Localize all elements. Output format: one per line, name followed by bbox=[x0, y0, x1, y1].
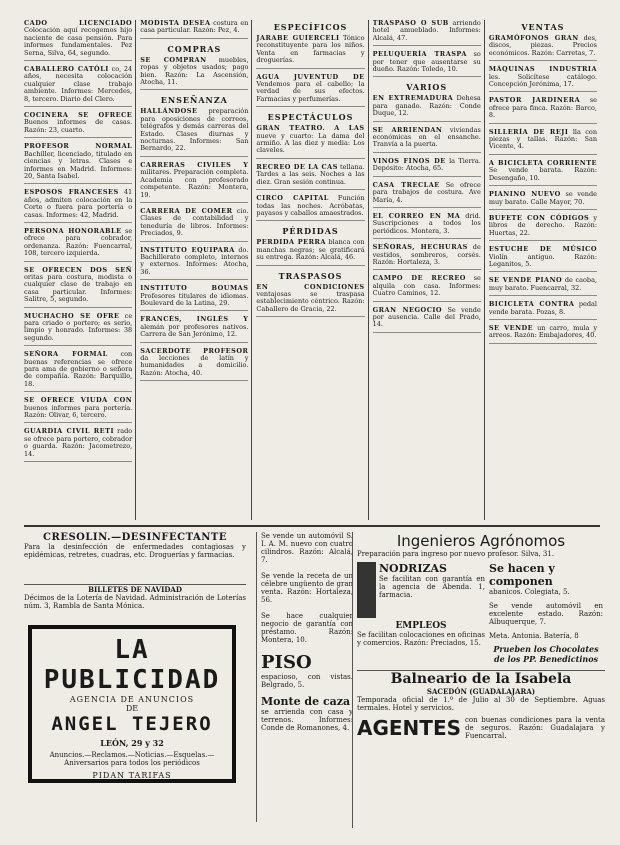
meta-ad: Meta. Antonia. Batería, 8 bbox=[489, 632, 579, 640]
classified-ad bbox=[489, 66, 597, 92]
classified-ad bbox=[140, 208, 248, 242]
ad-text: do. Bachillerato completo, internos y externos. Informes: Atocha, 36. bbox=[140, 245, 249, 276]
ad-text: se alquila con casa. Informes: Cuatro Caminos, 12. bbox=[372, 274, 481, 298]
ad-lead: SEÑORA FORMAL bbox=[24, 350, 108, 359]
publicidad-ask: PIDAN TARIFAS bbox=[92, 771, 172, 780]
ad-text: Vendemos para el cabello; la verdad de sus efectos. Farmacias y perfumerías. bbox=[256, 80, 365, 103]
ad-text: se ofrece para finca. Razón: Barco, 8. bbox=[488, 96, 598, 120]
ad-lead: GRAN TEATRO. A LAS bbox=[256, 124, 365, 133]
ad-text: Bachiller, licenciado, titulado en ciencias y letras. Clases e informes en Madrid. Informes: 20, Santa Isabel. bbox=[24, 149, 133, 180]
classified-ad bbox=[24, 228, 132, 262]
ad-text: un carro, mula y arreos. Razón: Embajadores, 40. bbox=[488, 323, 597, 340]
ad-text: arriendo hotel amueblado. Informes: Alcalá, 47. bbox=[372, 20, 481, 42]
agentes-title: AGENTES bbox=[357, 716, 462, 740]
ad-lead: SE VENDE PIANO bbox=[488, 276, 563, 285]
ad-lead: PERSONA HONORABLE bbox=[24, 226, 122, 235]
publicidad-lines: Anuncios.—Reclamos.—Noticias.—Esquelas.—Aniversarios para todos los periódicos bbox=[49, 751, 215, 767]
ad-text: co, 24 años, necesita colocación cualquier clase trabajo ambiente. Informes: Mercedes, 8, tercero. Diario del Clero. bbox=[24, 65, 133, 103]
ad-text: buenos informes para portería. Razón: Olivar, 6, tercero. bbox=[24, 403, 133, 420]
classified-ad bbox=[489, 277, 597, 296]
classified-ad bbox=[24, 66, 132, 107]
section-heading: TRASPASOS bbox=[278, 270, 343, 281]
hacen-title: Se hacen y componen bbox=[489, 562, 555, 588]
ad-text: ce para criado o portero; es serio, limpio y honrado. Informes: 38 segundo. bbox=[24, 311, 133, 342]
ad-lead: BUFETE CON CÓDIGOS bbox=[488, 213, 590, 222]
ad-lead: SE OFRECE VIUDA CON bbox=[24, 396, 133, 405]
classified-ad bbox=[256, 125, 364, 159]
ad-lead: GUARDIA CIVIL RETI bbox=[24, 427, 114, 436]
cresolin-text: Para la desinfección de enfermedades contagiosas y epidémicas, retretes, cuadras, etc. Droguerías y farmacias. bbox=[24, 543, 246, 559]
ad-lead: FRANCÉS, INGLÉS Y bbox=[140, 315, 249, 324]
publicidad-ad bbox=[28, 625, 236, 783]
column-4 bbox=[373, 20, 485, 520]
ad-text: de vestidos, sombreros, corsés. Razón: Hortaleza, 3. bbox=[372, 243, 481, 266]
ad-lead: CARRERA DE COMER bbox=[140, 206, 233, 215]
ad-text: cio. Clases de contabilidad y teneduría de libros. Informes: Preciados, 9. bbox=[140, 206, 249, 238]
ad-text: alemán por profesores nativos. Carrera de San Jerónimo, 12. bbox=[140, 322, 249, 339]
ad-lead: CASA TRECLAE bbox=[372, 180, 440, 189]
balneario-title: Balneario de la Isabela bbox=[357, 670, 605, 687]
classified-ad bbox=[373, 244, 481, 270]
classified-ad bbox=[24, 112, 132, 138]
column-5 bbox=[489, 20, 600, 520]
section-heading: VARIOS bbox=[406, 82, 448, 93]
ad-lead: EN EXTREMADURA bbox=[372, 94, 454, 103]
ad-lead: HALLÁNDOSE bbox=[140, 107, 198, 116]
classified-ad bbox=[24, 313, 132, 347]
ad-text: con buenas referencias se ofrece para ama de gobierno o señora de compañía. Razón: Barquillo, 18. bbox=[24, 350, 133, 388]
classified-columns bbox=[24, 20, 600, 520]
classified-ad bbox=[373, 51, 481, 77]
ingenieros-title: Ingenieros Agrónomos bbox=[396, 532, 566, 550]
empleos-title: EMPLEOS bbox=[395, 621, 447, 631]
ad-lead: PROFESOR NORMAL bbox=[24, 142, 133, 151]
agentes-text: con buenas condiciones para la venta de seguros. Razón: Guadalajara y Fuencarral. bbox=[465, 716, 605, 740]
ad-lead: PELUQUERÍA TRASPA bbox=[372, 50, 467, 59]
ad-text: les. Solicítese catálogo. Concepción Jerónima, 17. bbox=[488, 72, 598, 89]
ad-text: so por tener que ausentarse su dueño. Razón: Toledo, 10. bbox=[372, 50, 481, 74]
ad-lead: MODISTA DESEA bbox=[140, 20, 211, 27]
benedictinos-ad: Prueben los Chocolates de los PP. Benedictinos bbox=[493, 644, 599, 664]
ad-text: rado se ofrece para portero, cobrador o guarda. Razón: Jacometrezo, 14. bbox=[24, 427, 133, 458]
ad-lead: AGUA JUVENTUD DE bbox=[256, 72, 365, 81]
ad-text: se ofrece para cobrador, ordenanza. Razón: Fuencarral, 108, tercero izquierda. bbox=[24, 226, 133, 258]
ad-text: da lecciones de latín y humanidades a domicilio. Razón: Atocha, 40. bbox=[140, 354, 249, 377]
ad-text: costura en casa particular. Razón: Pez, 4. bbox=[140, 20, 249, 35]
automovil-ad: Se vende un automóvil S. I. A. M. nuevo con cuatro cilindros. Razón: Alcalá, 7. bbox=[261, 532, 353, 564]
classified-ad bbox=[489, 160, 597, 186]
ad-lead: SE ARRIENDAN bbox=[372, 125, 443, 134]
classified-ad bbox=[489, 191, 597, 210]
classified-ad bbox=[140, 57, 248, 91]
ad-lead: A BICICLETA CORRIENTE bbox=[488, 158, 598, 167]
classified-ad bbox=[256, 284, 364, 318]
loteria-ad bbox=[24, 584, 246, 619]
ad-text: Se vende barata. Razón: Desengaño, 10. bbox=[488, 166, 598, 182]
publicidad-sub: AGENCIA DE ANUNCIOS bbox=[69, 695, 195, 704]
section-heading: VENTAS bbox=[521, 22, 565, 32]
ad-text: 41 años, admiten colocación en la Corte o fuera para portería o casas. Informes: 42, Madrid. bbox=[24, 188, 133, 219]
ad-text: Dehesa para ganado. Razón: Conde Duque, 12. bbox=[372, 94, 481, 118]
ad-text: Se vende por ausencia. Calle del Prado, 14. bbox=[372, 305, 481, 329]
classified-ad bbox=[24, 189, 132, 223]
ad-text: Profesores titulares de idiomas. Boulevard de la Latina, 29. bbox=[140, 291, 249, 307]
automovil2-ad: Se vende automóvil en excelente estado. Razón: Albuquerque, 7. bbox=[489, 602, 603, 626]
classified-ad bbox=[256, 239, 364, 265]
ad-lead: CADO LICENCIADO bbox=[24, 20, 133, 27]
section-heading: ENSEÑANZA bbox=[160, 95, 228, 106]
balneario-sub: SACEDÓN (GUADALAJARA) bbox=[426, 687, 536, 696]
loteria-text: Décimos de la Lotería de Navidad. Administración de Loterías núm. 3, Rambla de Santa Mónica. bbox=[24, 594, 246, 610]
ad-lead: SACERDOTE PROFESOR bbox=[140, 346, 249, 355]
classified-ad bbox=[373, 127, 481, 153]
classified-ad bbox=[256, 164, 364, 190]
classified-ad bbox=[489, 325, 597, 344]
ad-text: pedal vende barata. Pozas, 8. bbox=[488, 300, 598, 316]
ad-lead: TRASPASO O SUB bbox=[372, 20, 449, 27]
ad-lead: CIRCO CAPITAL bbox=[256, 194, 329, 203]
middle-bottom bbox=[256, 532, 353, 822]
publicidad-name: ANGEL TEJERO bbox=[51, 713, 213, 735]
ad-lead: CARRERAS CIVILES Y bbox=[140, 160, 249, 169]
empleos-text: Se facilitan colocaciones en oficinas y comercios. Razón: Preciados, 15. bbox=[357, 631, 485, 647]
ad-lead: EL CORREO EN MA bbox=[372, 211, 461, 220]
classified-ad bbox=[140, 316, 248, 342]
ad-lead: ESTUCHE DE MÚSICO bbox=[488, 245, 598, 254]
nodrizas-title: NODRIZAS bbox=[379, 562, 447, 575]
ad-text: ventajosas se traspasa establecimiento céntrico. Razón: Caballero de Gracia, 22. bbox=[256, 289, 365, 313]
ad-lead: PERDIDA PERRA bbox=[256, 238, 326, 247]
ad-lead: VINOS FINOS DE bbox=[372, 156, 446, 165]
ad-text: viviendas económicas en el ensanche. Tranvía a la puerta. bbox=[372, 125, 481, 149]
ad-lead: COCINERA SE OFRECE bbox=[24, 111, 133, 120]
cresolin-title: CRESOLÍN.—DESINFECTANTE bbox=[43, 532, 227, 543]
classified-ad bbox=[140, 108, 248, 156]
ad-text: militares. Preparación completa. Academia con profesorado competente. Razón: Montera, 19. bbox=[140, 168, 249, 199]
piso-text: espacioso, con vistas. Belgrado, 5. bbox=[261, 673, 353, 689]
ad-text: y libros de derecho. Razón: Huertas, 22. bbox=[488, 213, 598, 237]
classified-ad bbox=[24, 397, 132, 423]
classified-ad bbox=[489, 35, 597, 61]
divider bbox=[24, 525, 600, 527]
ad-lead: SE OFRECEN DOS SEÑ bbox=[24, 265, 133, 274]
piso-title: PISO bbox=[261, 652, 312, 673]
section-heading: ESPECTÁCULOS bbox=[267, 112, 354, 123]
ad-lead: MÁQUINAS INDUSTRIA bbox=[488, 65, 598, 74]
classified-ad bbox=[24, 351, 132, 392]
cresolin-ad bbox=[24, 532, 246, 582]
ad-lead: SE COMPRAN bbox=[140, 55, 207, 64]
ad-text: preparación para oposiciones de correos, telégrafos y demás carreras del Estado. Clases diurnas y nocturnas. Informes: San Bernardo, 22. bbox=[140, 107, 249, 153]
ad-lead: BICICLETA CONTRA bbox=[488, 300, 575, 309]
ad-lead: GRAMÓFONOS GRAN bbox=[488, 34, 579, 42]
classified-ad bbox=[256, 35, 364, 69]
classified-ad bbox=[140, 247, 248, 281]
ad-text: Colocación aquí recogemos hijo naciente de casa pensión. Para informes fundamentales. Pez Serna, Silva, 64, segundo. bbox=[24, 26, 133, 57]
ad-text: tellana. Tardes a las seis. Noches a las diez. Gran sesión continua. bbox=[256, 162, 365, 186]
classified-ad bbox=[373, 158, 481, 177]
ad-lead: PASTOR JARDINERA bbox=[488, 96, 581, 105]
ad-text: Se ofrece para trabajos de costura. Ave María, 4. bbox=[372, 180, 481, 204]
negocio-ad: Se hace cualquier negocio de garantía con préstamo. Razón: Montera, 10. bbox=[261, 612, 353, 644]
ad-text: Tónico reconstituyente para los niños. Venta en farmacias y droguerías. bbox=[256, 34, 365, 65]
section-heading: ESPECÍFICOS bbox=[273, 22, 348, 32]
publicidad-de: DE bbox=[125, 704, 139, 713]
classified-ad bbox=[140, 20, 248, 39]
monte-title: Monte de caza bbox=[261, 695, 351, 708]
classified-ad bbox=[24, 428, 132, 462]
receta-ad: Se vende la receta de un célebre ungüento de gran venta. Razón: Hortaleza, 56. bbox=[261, 572, 353, 604]
section-heading: PÉRDIDAS bbox=[282, 226, 339, 237]
column-1 bbox=[24, 20, 136, 520]
nodrizas-text: Se facilitan con garantía en la agencia de Abenda. 1, farmacia. bbox=[379, 575, 485, 599]
classified-ad bbox=[256, 195, 364, 221]
ad-lead: SE VENDE bbox=[488, 323, 534, 332]
ad-text: oritas para costura, modista o cualquier clase de trabajo en casa particular. Informes: Salitre, 5, segundo. bbox=[24, 272, 133, 304]
ad-lead: JARABE GUIERCELI bbox=[256, 34, 340, 42]
monte-text: se arrienda con casa y terrenos. Informes: Conde de Romanones, 4. bbox=[261, 708, 353, 732]
nodriza-image-icon bbox=[357, 562, 376, 618]
classified-ad bbox=[140, 348, 248, 382]
ad-text: Función todas las noches. Acróbatas, payasos y caballos amaestrados. bbox=[256, 194, 365, 217]
classified-ad bbox=[373, 182, 481, 208]
classified-ad bbox=[140, 285, 248, 311]
ingenieros-text: Preparación para ingreso por nuevo profesor. Silva, 31. bbox=[357, 550, 555, 558]
classified-ad bbox=[489, 301, 597, 320]
ad-lead: GRAN NEGOCIO bbox=[372, 305, 443, 314]
classified-ad bbox=[140, 162, 248, 203]
classified-ad bbox=[24, 20, 132, 61]
loteria-title: BILLETES DE NAVIDAD bbox=[88, 585, 182, 594]
column-3 bbox=[256, 20, 368, 520]
right-bottom bbox=[352, 532, 605, 828]
ad-lead: SEÑORAS, HECHURAS bbox=[372, 243, 468, 252]
classified-ad bbox=[489, 246, 597, 272]
classified-ad bbox=[373, 275, 481, 301]
publicidad-title: LA PUBLICIDAD bbox=[43, 635, 221, 695]
ad-lead: INSTITUTO BOUMAS bbox=[140, 284, 249, 293]
classified-ad bbox=[24, 143, 132, 184]
ad-lead: PIANINO NUEVO bbox=[488, 190, 561, 199]
classified-ad bbox=[24, 267, 132, 308]
ad-text: blanca con manchas negras; se gratificará su entrega. Razón: Alcalá, 46. bbox=[256, 238, 365, 262]
hacen-text: abanicos. Colegiata, 5. bbox=[489, 588, 570, 596]
ad-lead: SILLERÍA DE REJI bbox=[488, 127, 569, 136]
ad-text: des, discos, piezas. Precios económicos. Razón: Carretas, 7. bbox=[488, 34, 598, 57]
ad-lead: EN CONDICIONES bbox=[256, 282, 365, 291]
ad-text: nueve y cuarto: La dama del armiño. A las diez y media: Los claveles. bbox=[256, 131, 365, 155]
ad-text: Violín antiguo. Razón: Leganitos, 5. bbox=[488, 252, 598, 268]
classified-ad bbox=[489, 215, 597, 241]
column-2 bbox=[140, 20, 252, 520]
ad-lead: ESPOSOS FRANCESES bbox=[24, 188, 119, 197]
section-heading: COMPRAS bbox=[167, 43, 222, 54]
publicidad-address: LEÓN, 29 y 32 bbox=[100, 738, 164, 748]
ad-text: la Tierra. Depósito: Atocha, 65. bbox=[372, 156, 481, 173]
ad-lead: MUCHACHO SE OFRE bbox=[24, 311, 120, 320]
classified-ad bbox=[489, 129, 597, 155]
ad-lead: RECREO DE LA CAS bbox=[256, 162, 338, 171]
balneario-text: Temporada oficial de 1.º de Julio al 30 de Septiembre. Aguas termales. Hotel y servicios. bbox=[357, 696, 605, 712]
ad-lead: CAMPO DE RECREO bbox=[372, 274, 466, 283]
ad-text: drid. Suscripciones a todos los periódicos. Montera, 3. bbox=[372, 211, 481, 235]
ad-lead: CABALLERO CATÓLI bbox=[24, 65, 109, 74]
ad-text: Buenos informes de casas. Razón: 23, cuarto. bbox=[24, 118, 133, 134]
ad-lead: INSTITUTO EQUIPARA bbox=[140, 245, 235, 254]
classified-ad bbox=[256, 74, 364, 108]
classified-ad bbox=[373, 307, 481, 333]
classified-ad bbox=[489, 97, 597, 123]
ad-text: muebles, ropas y objetos usados; pago bien. Razón: La Ascensión, Atocha, 11. bbox=[140, 55, 249, 87]
ad-text: de caoba, muy barato. Fuencarral, 32. bbox=[488, 276, 598, 292]
ad-text: se vende muy barato. Calle Mayor, 70. bbox=[488, 190, 598, 206]
classified-ad bbox=[373, 20, 481, 46]
classified-ad bbox=[373, 95, 481, 121]
ad-text: lla con piezas y tallas. Razón: San Vicente, 4. bbox=[488, 127, 598, 151]
classified-ad bbox=[373, 213, 481, 239]
